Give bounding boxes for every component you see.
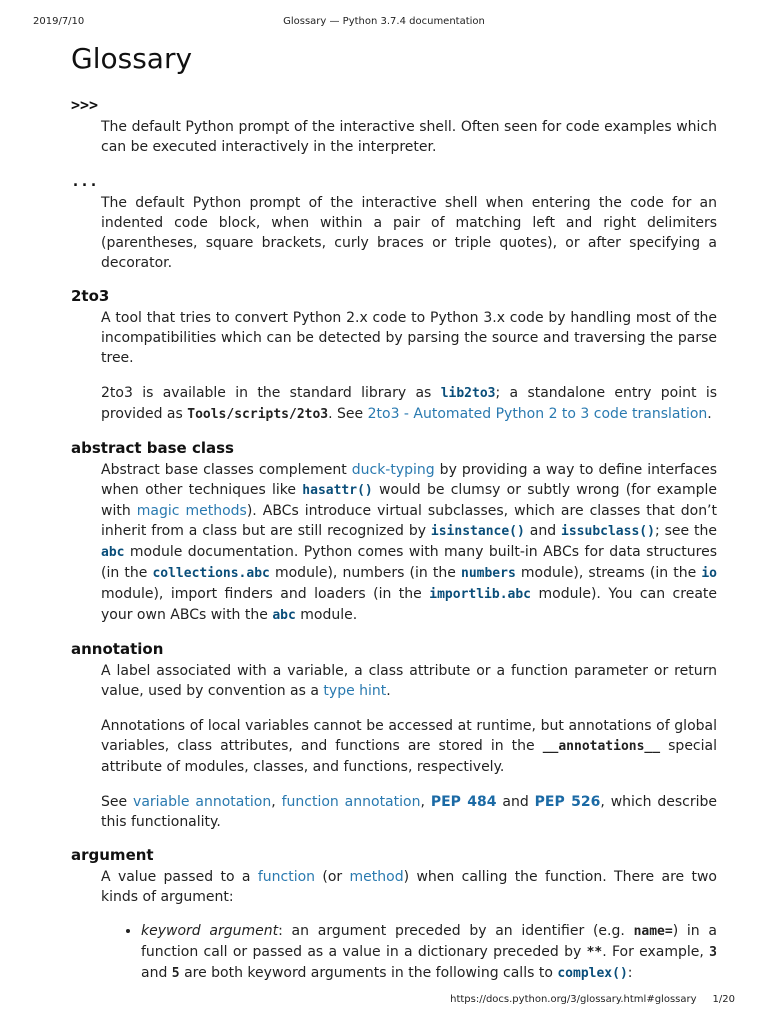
text: (or xyxy=(315,869,350,885)
issubclass-link[interactable]: issubclass() xyxy=(561,524,655,539)
type-hint-link[interactable]: type hint xyxy=(323,683,387,699)
text: ) in a function call or passed as a value in a dictionary preceded by xyxy=(141,923,717,960)
definition: The default Python prompt of the interactive shell when entering the code for an indented code block, when within a pair of matching left and right delimiters (parentheses, square brackets, curly braces or triple quotes), or after specifying a decorator. xyxy=(101,195,717,271)
collections-abc-link[interactable]: collections.abc xyxy=(152,566,270,581)
glossary-term: 2to3 xyxy=(71,287,110,305)
abc-module-link[interactable]: abc xyxy=(272,608,296,623)
text: module), numbers (in the xyxy=(269,565,461,581)
text: module), import finders and loaders (in the xyxy=(101,586,430,602)
text: A label associated with a variable, a class attribute or a function parameter or return value, used by convention as a xyxy=(101,663,717,699)
text: module. xyxy=(295,607,358,623)
2to3-doc-link[interactable]: 2to3 - Automated Python 2 to 3 code translation xyxy=(367,406,708,422)
text: Abstract base classes complement xyxy=(101,462,352,478)
text: A value passed to a xyxy=(101,869,258,885)
text: and xyxy=(524,523,562,539)
text: ; see the xyxy=(654,523,717,539)
method-link[interactable]: method xyxy=(349,869,404,885)
text: are both keyword arguments in the following calls to xyxy=(179,965,558,981)
print-header xyxy=(33,16,735,30)
glossary-entry-ellipsis xyxy=(71,171,717,273)
text: ) when calling the function. There are two kinds of argument: xyxy=(101,869,717,905)
inline-code: name= xyxy=(633,924,673,939)
text: Annotations of local variables cannot be accessed at runtime, but annotations of global variables, class attributes, and functions are stored in the xyxy=(101,718,717,754)
complex-link[interactable]: complex() xyxy=(557,966,628,981)
definition: The default Python prompt of the interactive shell. Often seen for code examples which can be executed interactively in the interpreter. xyxy=(101,119,717,155)
page-url: https://docs.python.org/3/glossary.html#glossary xyxy=(450,994,697,1005)
glossary-term: ... xyxy=(71,172,99,190)
text: , xyxy=(271,794,282,810)
glossary-term: abstract base class xyxy=(71,439,234,457)
text: module). You can create your own ABCs with the xyxy=(101,586,717,623)
function-link[interactable]: function xyxy=(257,869,316,885)
definition xyxy=(101,867,717,907)
page-title: Glossary xyxy=(71,42,193,75)
emphasis: keyword argument xyxy=(141,923,279,939)
text: . For example, xyxy=(602,944,710,960)
definition xyxy=(101,383,717,425)
text: by providing a way to define interfaces when other techniques like xyxy=(101,462,717,498)
print-date: 2019/7/10 xyxy=(33,16,85,27)
inline-code: ** xyxy=(586,945,603,960)
glossary-entry-2to3 xyxy=(71,286,717,425)
inline-code: 3 xyxy=(709,945,717,960)
variable-annotation-link[interactable]: variable annotation xyxy=(133,794,272,810)
lib2to3-link[interactable]: lib2to3 xyxy=(440,386,496,401)
text: : an argument preceded by an identifier (e.g. xyxy=(278,923,634,939)
pep-484-link[interactable]: PEP 484 xyxy=(430,794,497,810)
text: and xyxy=(141,965,172,981)
glossary-entry-annotation xyxy=(71,639,717,832)
glossary-term: >>> xyxy=(71,96,99,114)
text: See xyxy=(101,794,134,810)
hasattr-link[interactable]: hasattr() xyxy=(302,483,373,498)
glossary-term: annotation xyxy=(71,640,164,658)
text: , which describe this functionality. xyxy=(101,794,718,830)
text: : xyxy=(627,965,633,981)
text: 2to3 is available in the standard library as xyxy=(101,385,441,401)
text: . xyxy=(707,406,712,422)
inline-code: __annotations__ xyxy=(542,739,661,754)
pep-526-link[interactable]: PEP 526 xyxy=(534,794,601,810)
print-footer xyxy=(450,994,735,1005)
text: special attribute of modules, classes, and functions, respectively. xyxy=(101,738,717,775)
glossary-entry-prompt xyxy=(71,95,717,157)
definition xyxy=(101,661,717,701)
isinstance-link[interactable]: isinstance() xyxy=(430,524,525,539)
importlib-abc-link[interactable]: importlib.abc xyxy=(429,587,532,602)
inline-code: Tools/scripts/2to3 xyxy=(187,407,329,422)
text: . See xyxy=(328,406,368,422)
text: module), streams (in the xyxy=(515,565,702,581)
print-title: Glossary — Python 3.7.4 documentation xyxy=(283,16,485,27)
text: ). ABCs introduce virtual subclasses, which are classes that don’t inherit from a class but are still recognized by xyxy=(101,503,718,539)
page-number: 1/20 xyxy=(712,994,735,1005)
inline-code: 5 xyxy=(171,966,180,981)
magic-methods-link[interactable]: magic methods xyxy=(136,503,247,519)
text: , xyxy=(420,794,431,810)
abc-module-link[interactable]: abc xyxy=(101,545,125,560)
list-item xyxy=(141,921,717,984)
io-link[interactable]: io xyxy=(701,566,718,581)
glossary-entry-abstract-base-class xyxy=(71,438,717,626)
duck-typing-link[interactable]: duck-typing xyxy=(351,462,435,478)
argument-kinds-list xyxy=(101,921,717,984)
text: . xyxy=(386,683,391,699)
definition xyxy=(101,460,717,626)
definition xyxy=(101,792,717,832)
function-annotation-link[interactable]: function annotation xyxy=(281,794,421,810)
glossary-term: argument xyxy=(71,846,154,864)
text: ; a standalone entry point is provided as xyxy=(101,385,718,422)
text: module documentation. Python comes with many built-in ABCs for data structures (in the xyxy=(101,544,717,581)
definition xyxy=(101,716,717,777)
text: would be clumsy or subtly wrong (for example with xyxy=(101,482,717,519)
definition: A tool that tries to convert Python 2.x code to Python 3.x code by handling most of the incompatibilities which can be detected by parsing the source and traversing the parse tree. xyxy=(101,310,717,366)
glossary-entry-argument xyxy=(71,845,717,984)
numbers-link[interactable]: numbers xyxy=(461,566,516,581)
glossary-list xyxy=(71,95,717,997)
text: and xyxy=(496,794,535,810)
